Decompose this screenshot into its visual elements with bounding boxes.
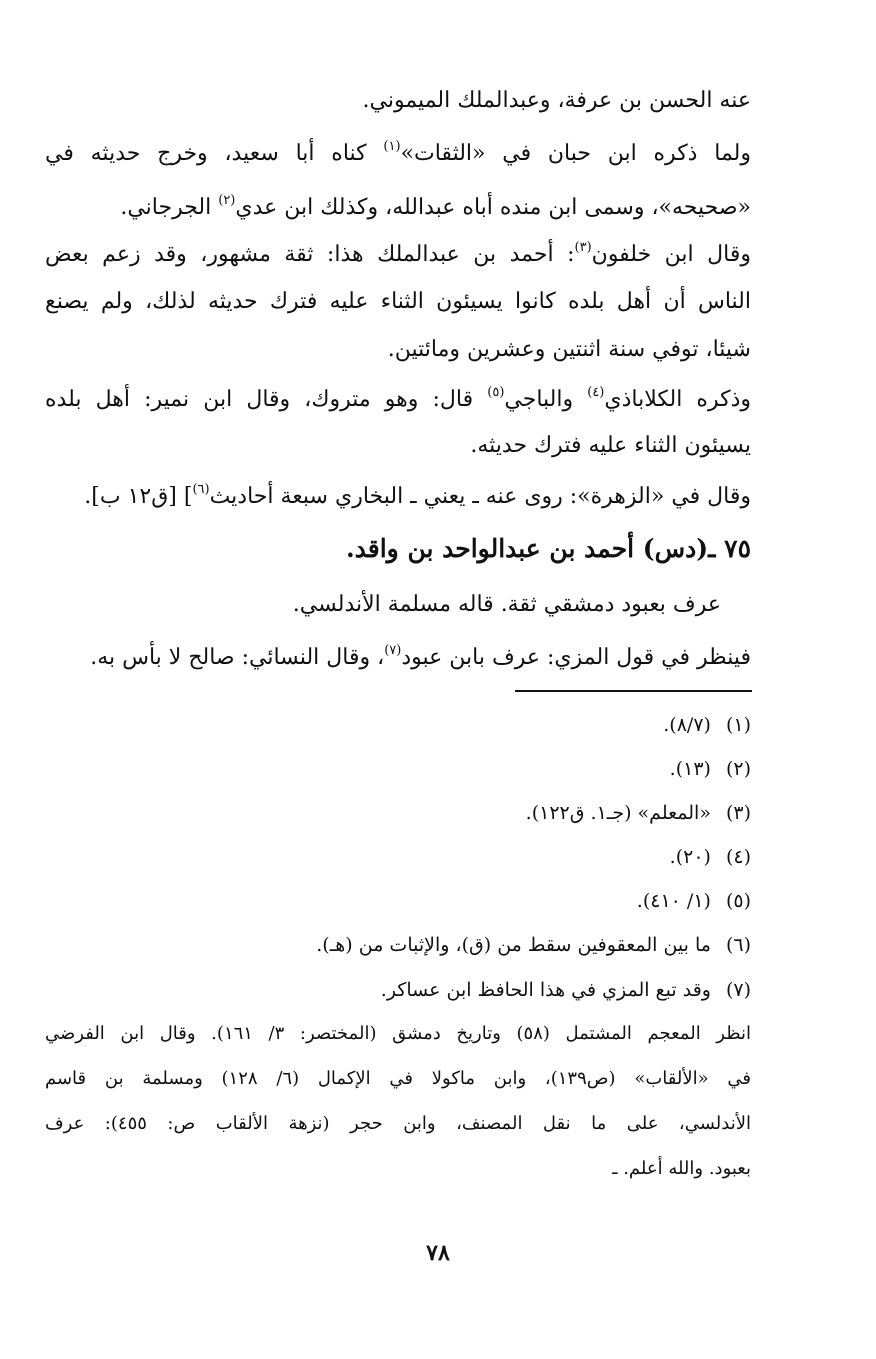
text-span: عنه الحسن بن عرفة، وعبدالملك الميموني. [362,88,751,113]
footnote-number: (٦) [725,934,751,956]
text-line [45,240,751,270]
footnote-number: (٢) [725,758,751,780]
footnote [45,976,751,1004]
text-line [45,590,721,620]
text-line [45,335,751,365]
text-span: الناس أن أهل بلده كانوا يسيئون الثناء عليه فترك حديثه لذلك، ولم يصنع [45,289,751,314]
text-line [45,431,751,461]
footnote [45,887,751,915]
footnote-divider [515,690,752,692]
text-line [45,86,751,116]
footnote-continuation: الأندلسي، على ما نقل المصنف، وابن حجر (نزهة الألقاب ص: ٤٥٥): عرف [45,1113,751,1134]
text-span: ولما ذكره ابن حبان في «الثقات» [400,141,751,166]
footnote-number: (٧) [725,979,751,1001]
text-span: وقال في «الزهرة»: روى عنه ـ يعني ـ البخاري سبعة أحاديث [209,484,751,509]
footnote-text: (٢٠). [669,846,711,868]
text-span: وقال ابن خلفون [591,242,751,267]
footnote-text: وقد تبع المزي في هذا الحافظ ابن عساكر. [380,979,711,1001]
footnote [45,931,751,959]
text-span: ، وقال النسائي: صالح لا بأس به. [90,645,385,670]
footnote-ref: (١) [383,138,401,154]
text-span: فينظر في قول المزي: عرف بابن عبود [401,645,751,670]
text-line [45,643,751,673]
text-line [45,139,751,169]
footnote-text: (١٣). [669,758,711,780]
text-span: «صحيحه»، وسمى ابن منده أباه عبدالله، وكذلك ابن عدي [235,195,751,220]
footnote [45,711,751,739]
footnote [45,799,751,827]
text-line [45,385,751,415]
footnote-continuation: في «الألقاب» (ص١٣٩)، وابن ماكولا في الإكمال (٦/ ١٢٨) ومسلمة بن قاسم [45,1068,751,1089]
footnote-text: (١/ ٤١٠). [636,890,711,912]
footnote-continuation: انظر المعجم المشتمل (٥٨) وتاريخ دمشق (المختصر: ٣/ ١٦١). وقال ابن الفرضي [45,1023,751,1044]
footnote-ref: (٦) [192,481,210,497]
text-span: ] [ق١٢ ب]. [84,484,193,509]
text-span: يسيئون الثناء عليه فترك حديثه. [470,433,751,458]
footnote [45,843,751,871]
text-line [45,193,751,223]
footnote-text: «المعلم» (جـ١. ق١٢٢). [525,802,711,824]
text-span: عرف بعبود دمشقي ثقة. قاله مسلمة الأندلسي. [292,592,721,617]
page-number: ٧٨ [426,1240,450,1266]
text-span: وذكره الكلاباذي [604,387,751,412]
footnote-text: ما بين المعقوفين سقط من (ق)، والإثبات من (هـ). [316,934,711,956]
footnote [45,755,751,783]
text-span: قال: وهو متروك، وقال ابن نمير: أهل بلده [45,387,488,412]
text-line [45,287,751,317]
footnote-ref: (٢) [218,192,236,208]
footnote-ref: (٤) [587,384,605,400]
text-span: كناه أبا سعيد، وخرج حديثه في [45,141,384,166]
footnote-number: (٤) [725,846,751,868]
footnote-ref: (٧) [384,642,402,658]
entry-heading: ٧٥ ـ(دس) أحمد بن عبدالواحد بن واقد. [345,534,751,563]
text-span: : أحمد بن عبدالملك هذا: ثقة مشهور، وقد زعم بعض [45,242,575,267]
text-span: شيئا، توفي سنة اثنتين وعشرين ومائتين. [387,337,751,362]
footnote-ref: (٣) [574,239,592,255]
text-span: والباجي [504,387,588,412]
footnote-number: (١) [725,714,751,736]
footnote-number: (٣) [725,802,751,824]
text-span: الجرجاني. [120,195,219,220]
text-line [45,482,751,512]
footnote-text: (٨/٧). [663,714,711,736]
footnote-continuation: بعبود. والله أعلم. ـ [612,1158,751,1179]
footnote-ref: (٥) [487,384,505,400]
footnote-number: (٥) [725,890,751,912]
